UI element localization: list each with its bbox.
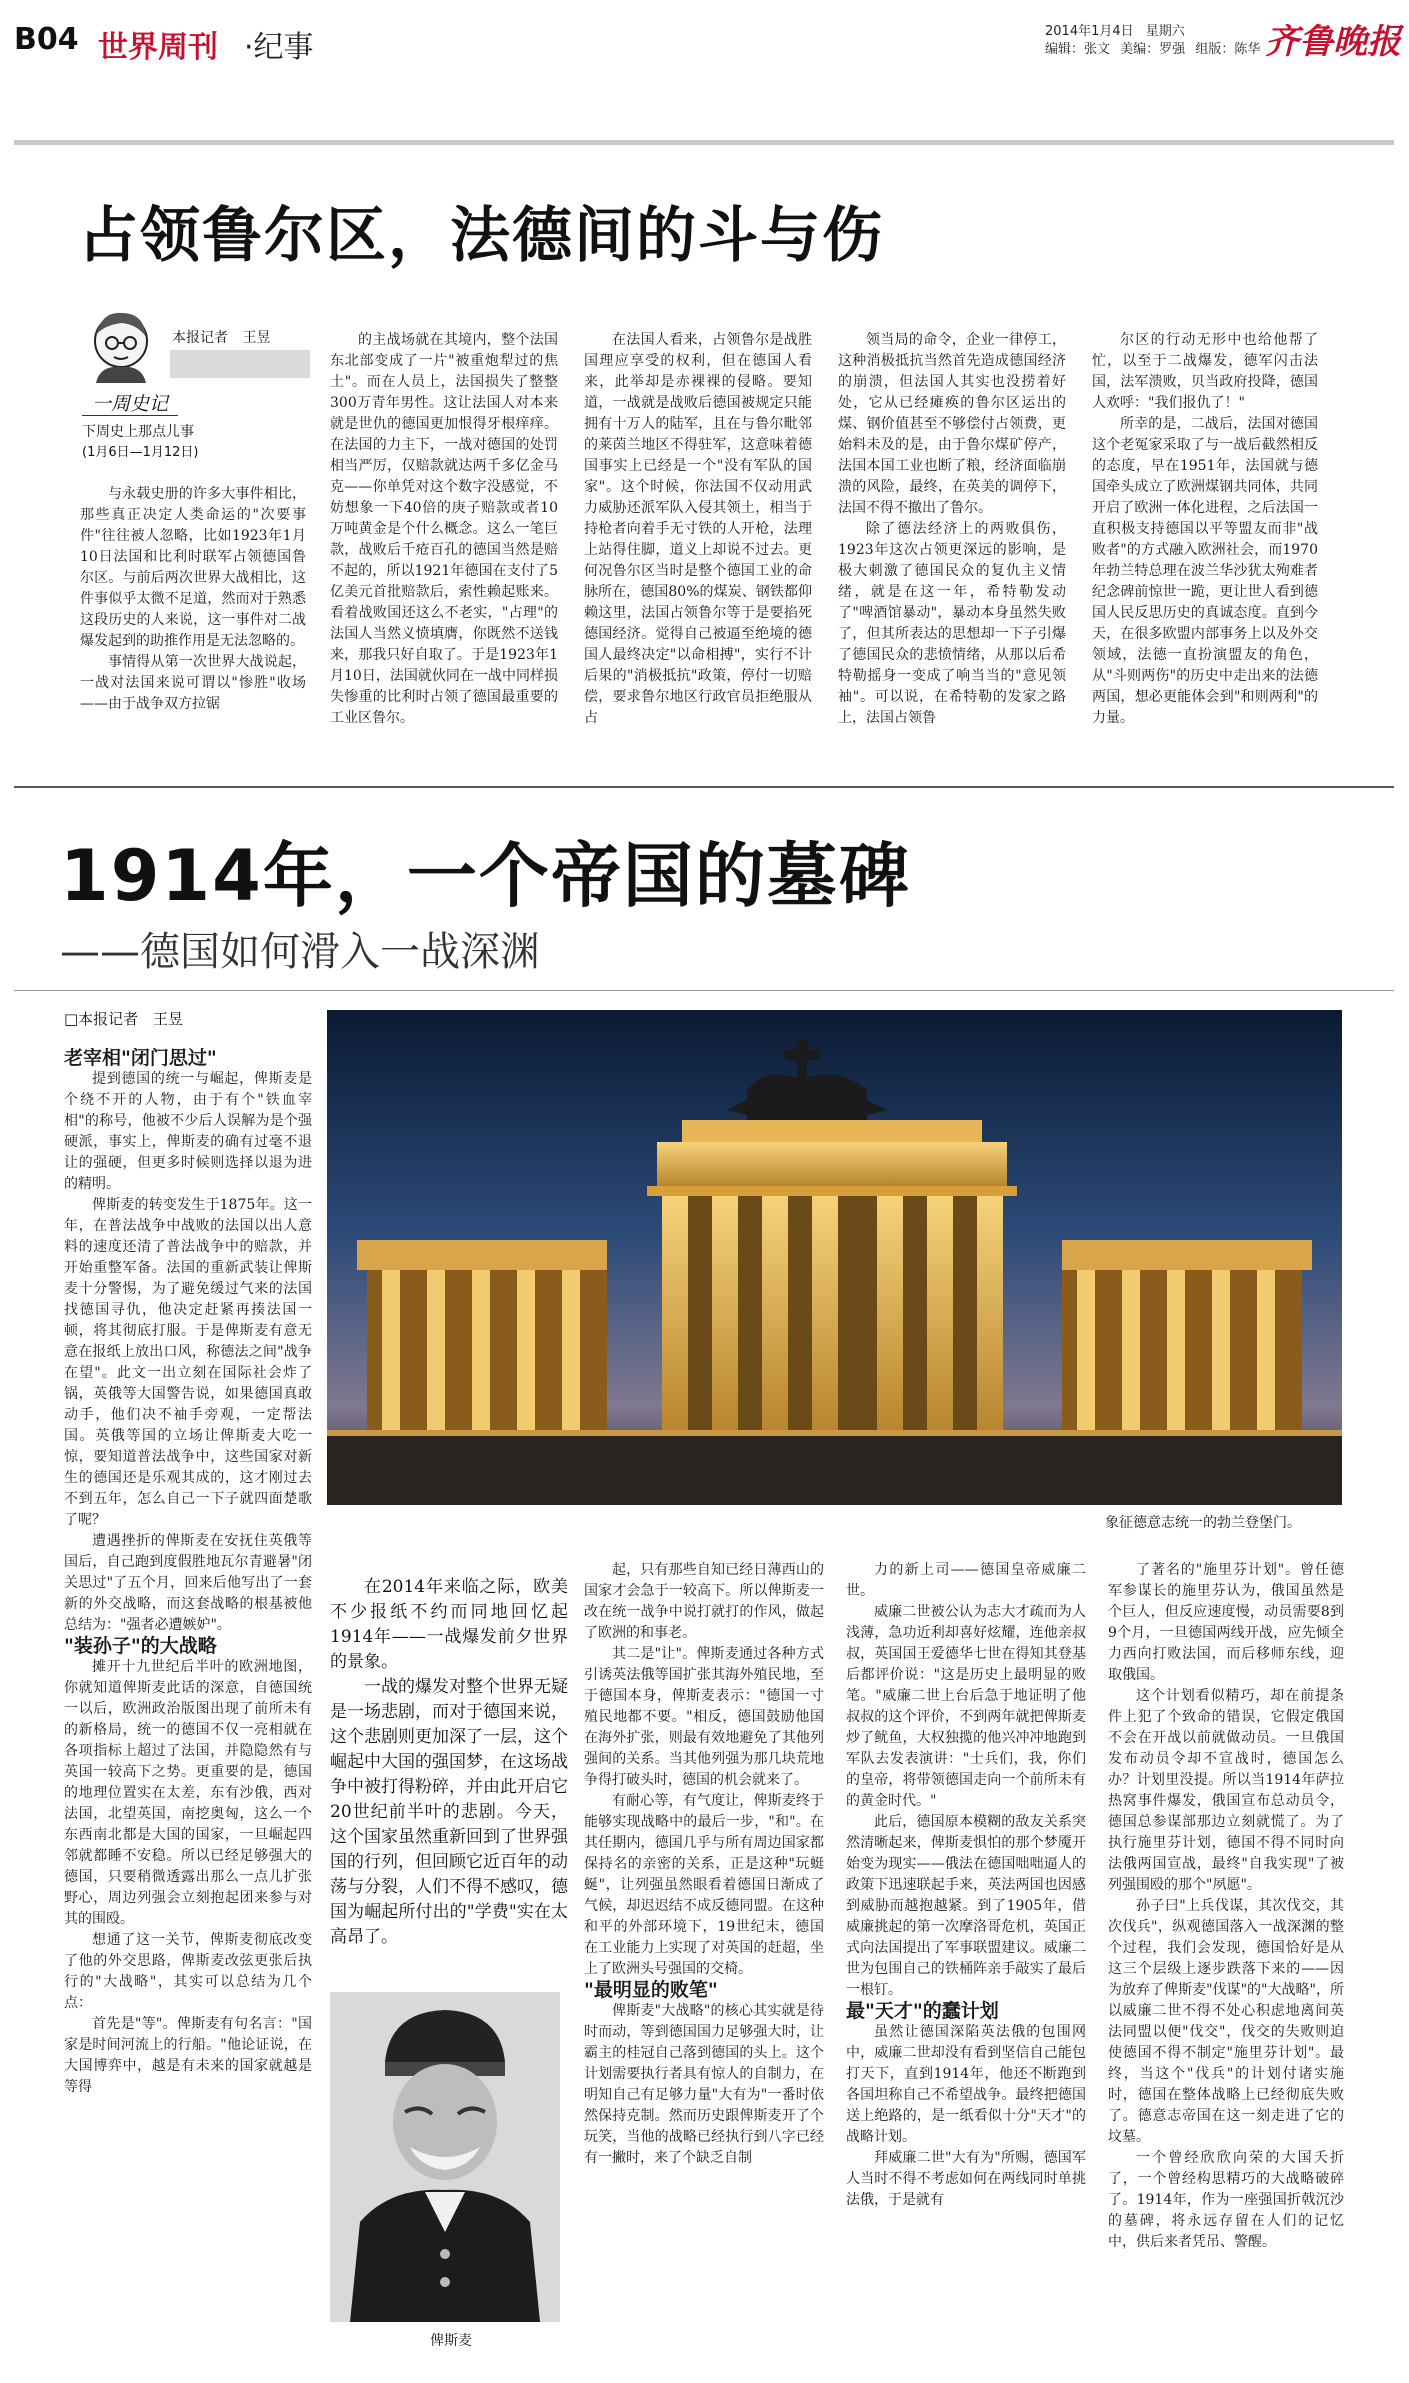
- column-subtitle: 下周史上那点儿事: [82, 424, 194, 440]
- photo-caption: 象征德意志统一的勃兰登堡门。: [1105, 1515, 1301, 1531]
- paragraph: 所幸的是，二战后，法国对德国这个老冤家采取了与一战后截然相反的态度，早在1951年，法国就与德国牵头成立了欧洲煤钢共同体，共同开启了欧洲一体化进程，之后法国一直积极支持德国以平等盟友而非"战败者"的方式融入欧洲社会，而1970年勃兰特总理在波兰华沙犹太殉难者纪念碑前惊世一跪，更让世人看到德国人民反思历史的真诚态度。直到今天，在很多欧盟内部事务上以及外交领域，法德一直扮演盟友的角色，从"斗则两伤"的历史中走出来的法德两国，想必更能体会到"和则两利"的力量。: [1092, 416, 1318, 726]
- article2-colD: [846, 1560, 1086, 2375]
- header-date: [1045, 20, 1185, 39]
- paragraph: 虽然让德国深陷英法俄的包围网中，威廉二世却没有看到坚信自己能包打天下，直到1914年，他还不断跑到各国坦称自己不希望战争。最终把德国送上绝路的，是一纸看似十分"天才"的战略计划。: [846, 2024, 1086, 2145]
- art-editor-credit: 美编：罗强: [1120, 42, 1186, 57]
- column-name: 一周史记: [92, 393, 169, 415]
- weekday-text: 星期六: [1145, 24, 1185, 39]
- lead-paragraph: 一战的爆发对整个世界无疑是一场悲剧，而对于德国来说，这个悲剧则更加深了一层，这个崛起中大国的强国梦，在这场战争中被打得粉碎，并由此开启它20世纪前半叶的悲剧。今天，这个国家虽然重新回到了世界强国的行列，但回顾它近百年的动荡与分裂，人们不得不感叹，德国为崛起所付出的"学费"实在太高昂了。: [330, 1677, 568, 1947]
- paragraph: 想通了这一关节，俾斯麦彻底改变了他的外交思路，俾斯麦改弦更张后执行的"大战略"，其实可以总结为几个点：: [64, 1932, 312, 2011]
- paragraph: 起，只有那些自知已经日薄西山的国家才会急于一较高下。所以俾斯麦一改在统一战争中说打就打的作风，做起了欧洲的和事老。: [584, 1562, 824, 1641]
- page-code: B04: [14, 22, 79, 57]
- article2-colC: [584, 1560, 824, 2375]
- paragraph: 力的新上司——德国皇帝威廉二世。: [846, 1562, 1086, 1599]
- editor-credit: 编辑：张文: [1045, 42, 1111, 57]
- column-dates: (1月6日—1月12日): [82, 445, 199, 460]
- paragraph: 俾斯麦"大战略"的核心其实就是待时而动，等到德国国力足够强大时，让霸主的桂冠自己落到德国的头上。这个计划需要执行者具有惊人的自制力，在明知自己有足够力量"大有为"一番时依然保持克制。然而历史跟俾斯麦开了个玩笑，当他的战略已经执行到八字已经有一撇时，来了个缺乏自制: [584, 2003, 824, 2166]
- paragraph: 尔区的行动无形中也给他帮了忙，以至于二战爆发，德军闪击法国，法军溃败，贝当政府投降，德国人欢呼："我们报仇了！": [1092, 332, 1318, 411]
- paragraph: 摊开十九世纪后半叶的欧洲地图，你就知道俾斯麦此话的深意，自德国统一以后，欧洲政治版图出现了前所未有的新格局，统一的德国不仅一亮相就在各项指标上超过了法国，并隐隐然有与英国一较高下之势。更重要的是，德国的地理位置实在太差，东有沙俄，西对法国，北望英国，南挖奥匈，这么一个东西南北都是大国的国家，一旦崛起四邻就都睡不安稳。所以已经足够强大的德国，只要稍微透露出那么一点儿扩张野心，周边列强会立刻抱起团来参与对其的围殴。: [64, 1659, 312, 1927]
- article2-underline: [14, 990, 1394, 991]
- paragraph: 此后，德国原本模糊的敌友关系突然清晰起来，俾斯麦惧怕的那个梦魇开始变为现实——俄法在德国咄咄逼人的政策下迅速联起手来，英法两国也因感到威胁而越抱越紧。到了1905年，借威廉挑起的第一次摩洛哥危机，英国正式向法国提出了军事联盟建议。威廉二世为包围自己的铁桶阵亲手敲实了最后一根钉。: [846, 1814, 1086, 1998]
- paragraph: 除了德法经济上的两败俱伤，1923年这次占领更深远的影响，是极大刺激了德国民众的复仇主义情绪，就是在这一年，希特勒发动了"啤酒馆暴动"，暴动本身虽然失败了，但其所表达的思想却一下子引爆了德国民众的悲愤情绪，从那以后希特勒摇身一变成了响当当的"意见领袖"。可以说，在希特勒的发家之路上，法国占领鲁: [838, 521, 1066, 726]
- article1-byline: [172, 327, 270, 347]
- bismarck-portrait: [330, 1992, 560, 2322]
- paragraph: 孙子曰"上兵伐谋，其次伐交，其次伐兵"，纵观德国落入一战深渊的整个过程，我们会发现，德国恰好是从这三个层级上逐步跌落下来的——因为放弃了俾斯麦"伐谋"的"大战略"，所以威廉二世不得不处心积虑地离间英法同盟以便"伐交"，伐交的失败则迫使德国不得不制定"施里芬计划"。最终，当这个"伐兵"的计划付诸实施时，德国在整体战略上已经彻底失败了。德意志帝国在这一刻走进了它的坟墓。: [1108, 1898, 1344, 2145]
- article1-headline: 占领鲁尔区，法德间的斗与伤: [78, 201, 884, 271]
- paragraph: 遭遇挫折的俾斯麦在安抚住英俄等国后，自己跑到度假胜地瓦尔青避暑"闭关思过"了五个月，回来后他写出了一套新的外交战略，而这套战略的根基被他总结为："强者必遭嫉妒"。: [64, 1533, 312, 1633]
- paragraph: 领当局的命令，企业一律停工，这种消极抵抗当然首先造成德国经济的崩溃，但法国人其实也没捞着好处，它从已经瘫痪的鲁尔区运出的煤、钢价值甚至不够偿付占领费，更始料未及的是，由于鲁尔煤矿停产，法国本国工业也断了粮，经济面临崩溃的风险，最终，在英美的调停下，法国不得不撤出了鲁尔。: [838, 332, 1066, 516]
- article1-col5: [1092, 330, 1318, 746]
- subhead-obvious-failure: "最明显的败笔": [584, 1979, 718, 2001]
- paragraph: 了著名的"施里芬计划"。曾任德军参谋长的施里芬认为，俄国虽然是个巨人，但反应速度慢，动员需要8到9个月，一旦德国两线开战，应先倾全力西向打败法国，而后移师东线，迎取俄国。: [1108, 1562, 1344, 1683]
- proofreader-credit: 组版：陈华: [1195, 42, 1261, 57]
- column-name-rule: [82, 415, 178, 416]
- byline-name: 王昱: [242, 330, 271, 346]
- paragraph: 事情得从第一次世界大战说起，一战对法国来说可谓以"惨胜"收场——由于战争双方拉锯: [80, 654, 306, 712]
- section-title: 世界周刊: [98, 30, 218, 65]
- paragraph: 威廉二世被公认为志大才疏而为人浅薄，急功近利却喜好炫耀，连他亲叔叔，英国国王爱德华七世在得知其登基后都评价说："这是历史上最明显的败笔。"威廉二世上台后急于地证明了他叔叔的这个评价，不到两年就把俾斯麦炒了鱿鱼，大权独揽的他兴冲冲地跑到军队去发表演讲："士兵们，我，你们的皇帝，将带领德国走向一个前所未有的黄金时代。": [846, 1604, 1086, 1809]
- paragraph: 与永载史册的许多大事件相比，那些真正决定人类命运的"次要事件"往往被人忽略，比如1923年1月10日法国和比利时联军占领德国鲁尔区。与前后两次世界大战相比，这件事似乎太微不足道，然而对于熟悉这段历史的人来说，这一事件对二战爆发起到的助推作用是无法忽略的。: [80, 486, 306, 649]
- byline-bar: [170, 350, 310, 378]
- paragraph: 在法国人看来，占领鲁尔是战胜国理应享受的权利，但在德国人看来，此举却是赤裸裸的侵略。要知道，一战就是战败后德国被规定只能拥有十万人的陆军，且在与鲁尔毗邻的莱茵兰地区不得驻军，这意味着德国事实上已经是一个"没有军队的国家"。这个时候，你法国不仅动用武力威胁还派军队入侵其领土，相当于持枪者向着手无寸铁的人开枪，法理上站得住脚，道义上却说不过去。更何况鲁尔区当时是整个德国工业的命脉所在，德国80%的煤炭、钢铁都仰赖这里，法国占领鲁尔等于是要掐死德国经济。觉得自己被逼至绝境的德国人最终决定"以命相搏"，实行不计后果的"消极抵抗"政策，停付一切赔偿，要求鲁尔地区行政官员拒绝服从占: [584, 332, 812, 726]
- article2-headline: 1914年，一个帝国的墓碑: [60, 835, 911, 917]
- byline-name: 王昱: [152, 1010, 183, 1028]
- article2-lead: [330, 1575, 568, 1950]
- article2-subtitle: ——德国如何滑入一战深渊: [60, 929, 540, 975]
- portrait-caption: 俾斯麦: [430, 2333, 472, 2349]
- subhead-old-chancellor: 老宰相"闭门思过": [64, 1048, 217, 1069]
- article-divider: [14, 786, 1394, 788]
- header-staff: [1045, 38, 1260, 57]
- paragraph: 这个计划看似精巧，却在前提条件上犯了个致命的错误，它假定俄国不会在开战以前就做动员。一旦俄国发布动员令却不宣战时，德国怎么办？计划里没提。所以当1914年萨拉热窝事件爆发，俄国宣布总动员令，德国总参谋部那边立刻就慌了。为了执行施里芬计划，德国不得不同时向法俄两国宣战，最终"自我实现"了被列强围殴的那个"夙愿"。: [1108, 1688, 1344, 1893]
- paragraph: 其二是"让"。俾斯麦通过各种方式引诱英法俄等国扩张其海外殖民地，至于德国本身，俾斯麦表示："德国一寸殖民地都不要。"相反，德国鼓励他国在海外扩张，则最有效地避免了其他列强间的关系。当其他列强为那几块荒地争得打破头时，德国的机会就来了。: [584, 1646, 824, 1788]
- article1-col4: [838, 330, 1066, 746]
- masthead-logo: 齐鲁晚报: [1265, 22, 1401, 62]
- article2-byline: [64, 1008, 183, 1029]
- paragraph: 的主战场就在其境内，整个法国东北部变成了一片"被重炮犁过的焦土"。而在人员上，法国损失了整整300万青年男性。这让法国人对本来就是世仇的德国更加恨得牙根痒痒。在法国的力主下，一战对德国的处罚相当严厉，仅赔款就达两千多亿金马克——你单凭对这个数字没感觉，不妨想象一下40倍的庚子赔款或者10万吨黄金是个什么概念。这么一笔巨款，战败后千疮百孔的德国当然是赔不起的，所以1921年德国在支付了5亿美元首批赔款后，索性赖起账来。看着战败国还这么不老实，"占理"的法国人当然义愤填膺，你既然不送钱来，那我只好自取了。于是1923年1月10日，法国就伙同在一战中同样损失惨重的比利时占领了德国最重要的工业区鲁尔。: [330, 332, 558, 726]
- brandenburg-gate-icon: [327, 1010, 1342, 1505]
- paragraph: 提到德国的统一与崛起，俾斯麦是个绕不开的人物，由于有个"铁血宰相"的称号，他被不少后人误解为是个强硬派，事实上，俾斯麦的确有过毫不退让的强硬，但更多时候则选择以退为进的精明。: [64, 1071, 312, 1192]
- paragraph: 有耐心等，有气度让，俾斯麦终于能够实现战略中的最后一步，"和"。在其任期内，德国几乎与所有周边国家都保持名的亲密的关系，正是这种"玩蜓蜒"，让列强虽然眼看着德国日渐成了气候，却迟迟结不成反德同盟。在这种和平的外部环境下，19世纪末，德国在工业能力上实现了对英国的赶超，坐上了欧洲头号强国的交椅。: [584, 1793, 824, 1977]
- date-text: 2014年1月4日: [1045, 24, 1134, 39]
- paragraph: 一个曾经欣欣向荣的大国夭折了，一个曾经构思精巧的大战略破碎了。1914年，作为一座强国折戟沉沙的墓碑，将永远存留在人们的记忆中，供后来者凭吊、警醒。: [1108, 2150, 1344, 2250]
- lead-paragraph: 在2014年来临之际，欧美不少报纸不约而同地回忆起1914年——一战爆发前夕世界的景象。: [330, 1577, 568, 1672]
- article2-colE: [1108, 1560, 1344, 2375]
- bismarck-portrait-icon: [330, 1992, 560, 2322]
- article1-col3: [584, 330, 812, 746]
- byline-label: □本报记者: [64, 1010, 139, 1028]
- brandenburg-gate-photo: [327, 1010, 1342, 1505]
- author-avatar-icon: [82, 305, 160, 383]
- article1-col1: [80, 484, 306, 746]
- subhead-grand-strategy: "装孙子"的大战略: [64, 1635, 217, 1657]
- paragraph: 首先是"等"。俾斯麦有句名言："国家是时间河流上的行船。"他论证说，在大国博弈中，越是有未来的国家就越是等得: [64, 2016, 312, 2095]
- subhead-genius-plan: 最"天才"的蠢计划: [846, 2000, 999, 2022]
- article1-col2: [330, 330, 558, 746]
- column-header: [82, 305, 312, 465]
- paragraph: 俾斯麦的转变发生于1875年。这一年，在普法战争中战败的法国以出人意料的速度还清了普法战争中的赔款，并开始重整军备。法国的重新武装让俾斯麦十分警惕，为了避免缓过气来的法国找德国寻仇，他决定赶紧再揍法国一顿，将其彻底打服。于是俾斯麦有意无意在报纸上放出口风，称德法之间"战争在望"。此文一出立刻在国际社会炸了锅，英俄等大国警告说，如果德国真敢动手，他们决不袖手旁观，一定帮法国。英俄等国的立场让俾斯麦大吃一惊，要知道普法战争中，这些国家对新生的德国还是乐观其成的，这才刚过去不到五年，怎么自己一下子就四面楚歌了呢？: [64, 1197, 312, 1528]
- paragraph: 拜威廉二世"大有为"所赐，德国军人当时不得不考虑如何在两线同时单挑法俄，于是就有: [846, 2150, 1086, 2208]
- subsection-title: ·纪事: [244, 30, 314, 65]
- header-rule: [14, 140, 1394, 145]
- article2-colA: [64, 1048, 312, 2378]
- byline-label: 本报记者: [172, 330, 228, 346]
